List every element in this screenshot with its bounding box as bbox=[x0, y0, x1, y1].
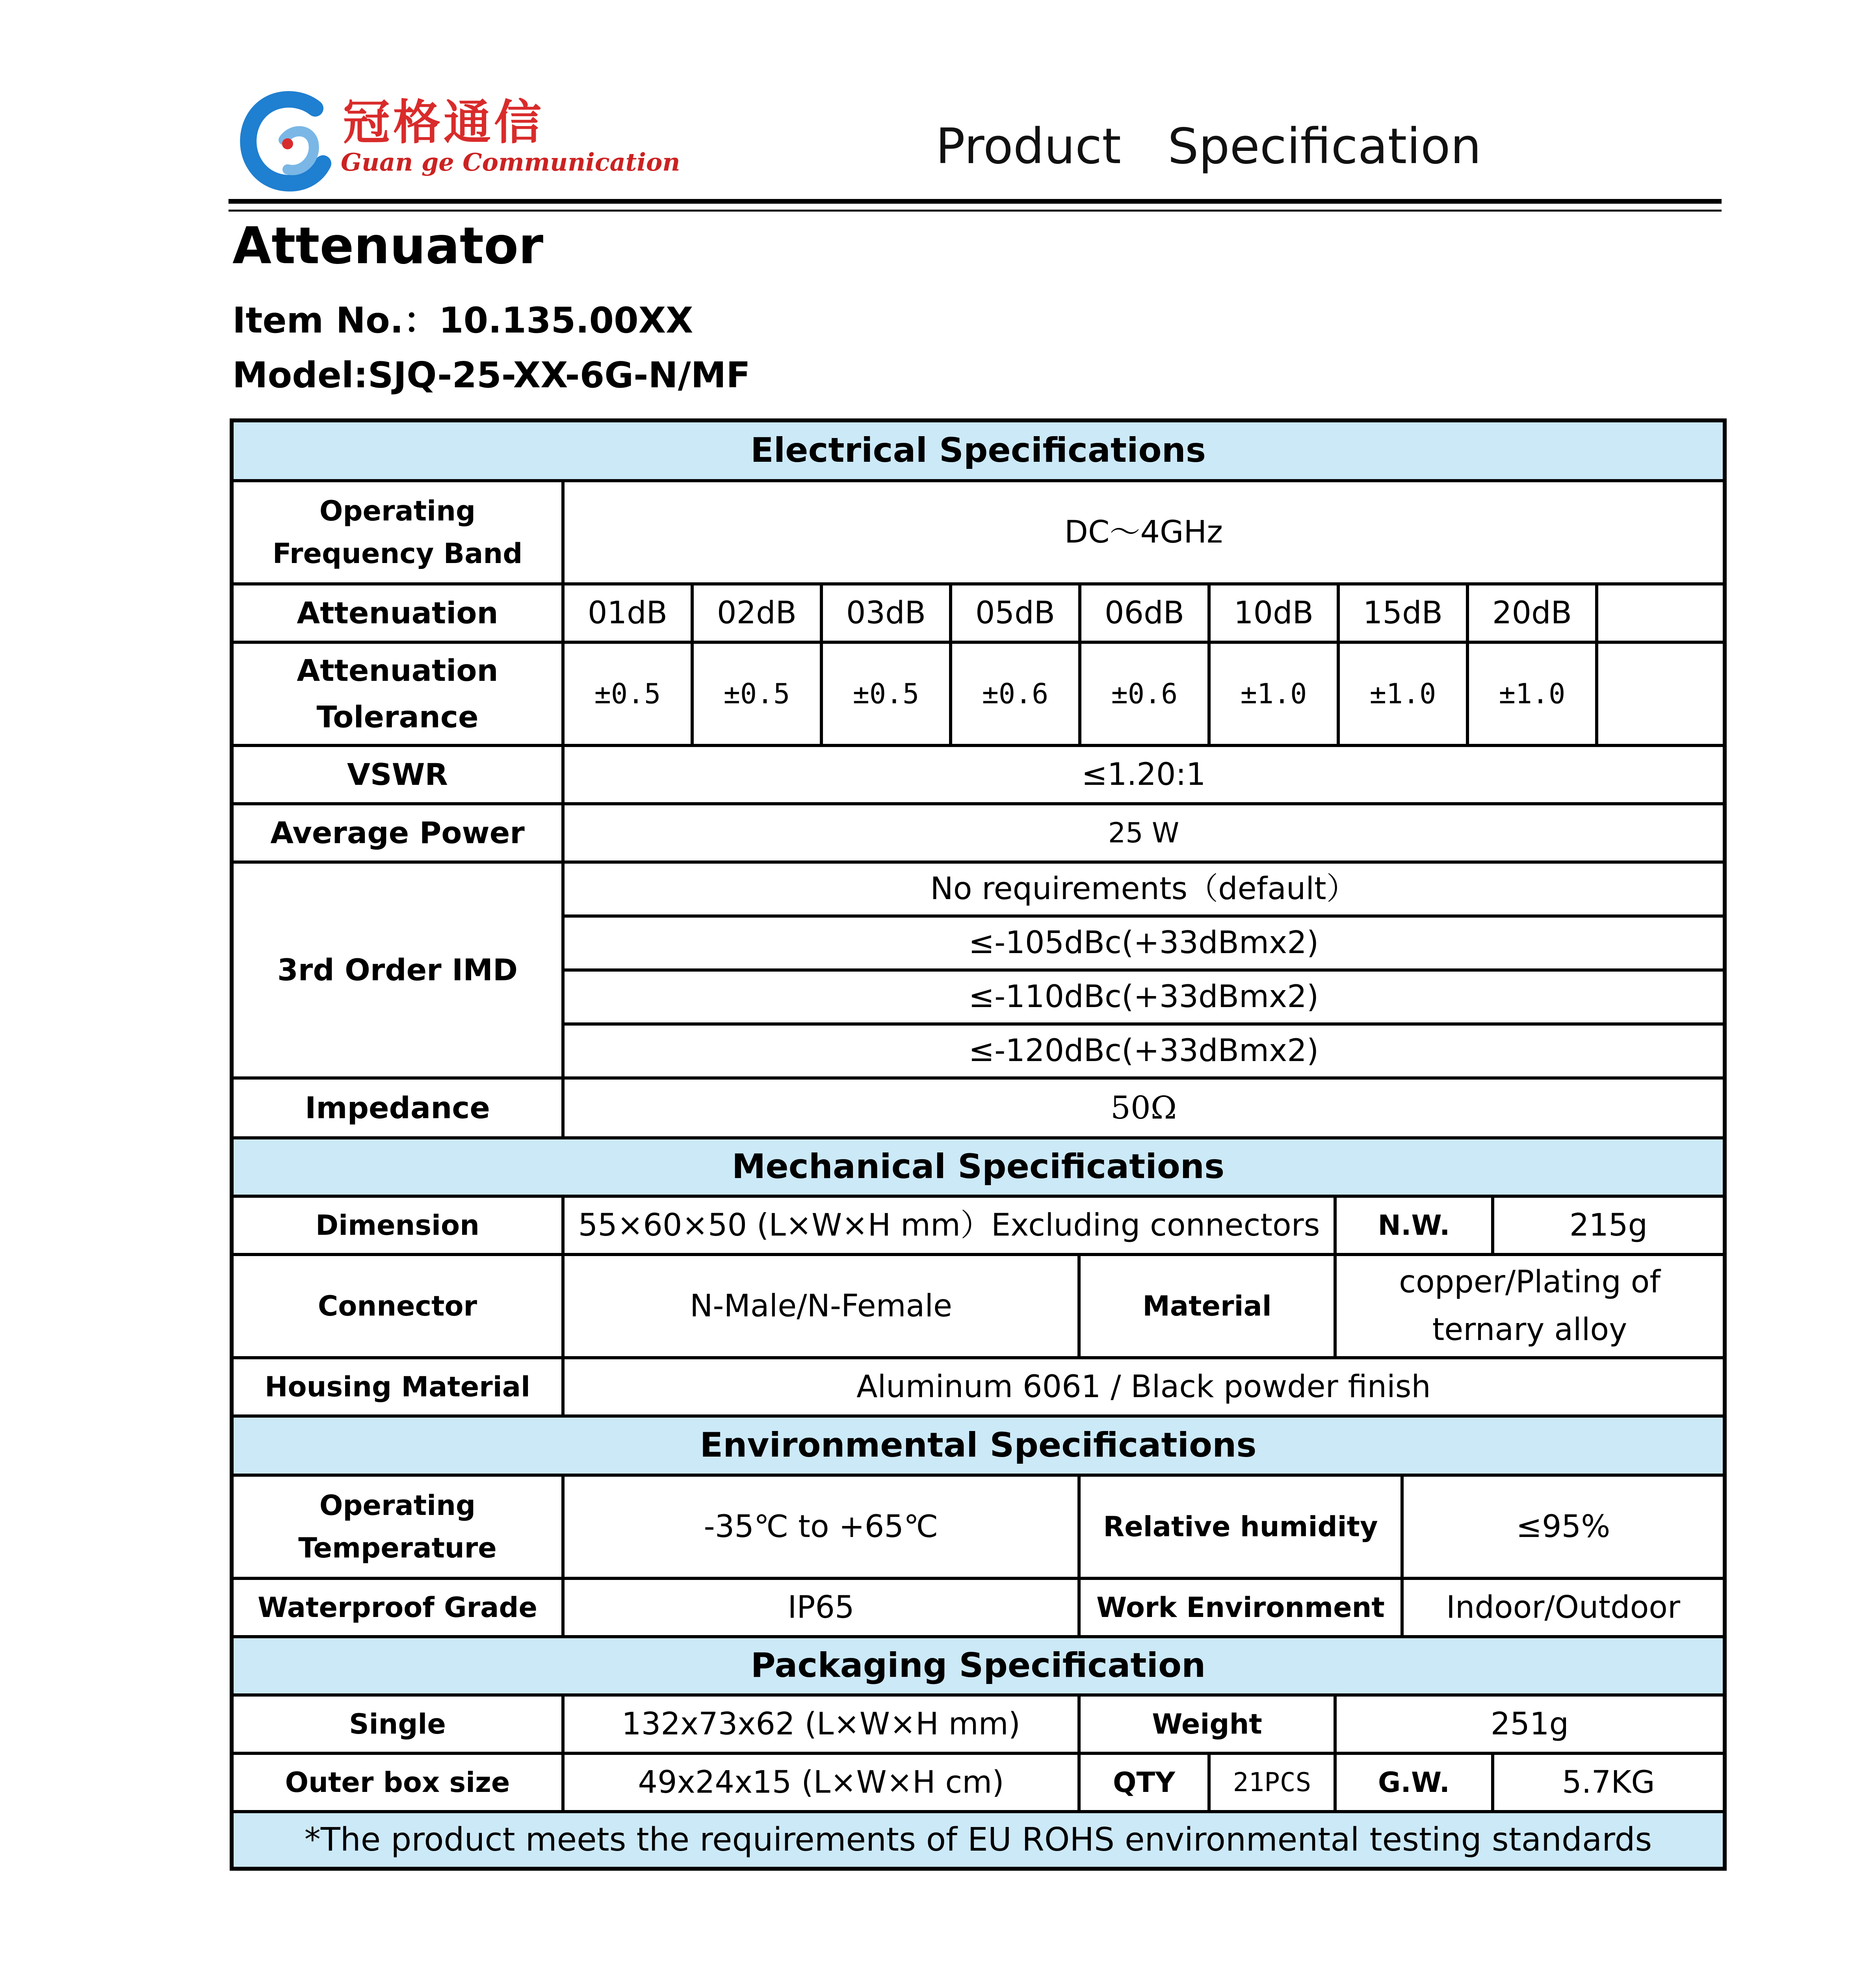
attenuation-value: 05dB bbox=[952, 585, 1081, 641]
logo-chinese-text: 冠格通信 bbox=[343, 95, 544, 150]
header-rule bbox=[228, 199, 1722, 204]
tolerance-value: ±0.5 bbox=[565, 644, 694, 744]
material-value: copper/Plating of ternary alloy bbox=[1399, 1264, 1661, 1347]
vswr-label: VSWR bbox=[234, 747, 565, 802]
material-label: Material bbox=[1081, 1256, 1337, 1356]
outer-box-label: Outer box size bbox=[234, 1755, 565, 1810]
rohs-note-row bbox=[234, 1813, 1723, 1867]
attenuation-value: 10dB bbox=[1211, 585, 1340, 641]
environmental-heading-row bbox=[234, 1418, 1723, 1477]
attenuation-value: 02dB bbox=[694, 585, 823, 641]
attenuation-value: 15dB bbox=[1340, 585, 1469, 641]
weight-value: 251g bbox=[1490, 1706, 1569, 1742]
housing-label: Housing Material bbox=[234, 1359, 565, 1414]
freq-label: Operating Frequency Band bbox=[234, 482, 565, 582]
tolerance-value: ±1.0 bbox=[1469, 644, 1598, 744]
imd-value: ≤-105dBc(+33dBmx2) bbox=[565, 918, 1723, 972]
tolerance-value: ±0.6 bbox=[952, 644, 1081, 744]
power-label: Average Power bbox=[234, 805, 565, 860]
company-logo bbox=[236, 85, 680, 195]
logo-english-text: Guan ge Communication bbox=[341, 148, 680, 177]
vswr-row bbox=[234, 747, 1723, 805]
attenuation-row bbox=[234, 585, 1723, 644]
product-name: Attenuator bbox=[232, 217, 544, 275]
tolerance-value: ±1.0 bbox=[1211, 644, 1340, 744]
attenuation-value: 20dB bbox=[1469, 585, 1598, 641]
section-heading: Environmental Specifications bbox=[700, 1425, 1257, 1465]
dimension-label: Dimension bbox=[234, 1198, 565, 1253]
logo-mark-icon bbox=[236, 85, 343, 195]
humidity-value: ≤95% bbox=[1516, 1509, 1610, 1544]
dimension-value: 55×60×50 (L×W×H mm）Excluding connectors bbox=[565, 1198, 1337, 1253]
single-row bbox=[234, 1697, 1723, 1755]
tolerance-row bbox=[234, 644, 1723, 747]
temperature-value: -35℃ to +65℃ bbox=[565, 1477, 1081, 1577]
single-value: 132x73x62 (L×W×H mm) bbox=[565, 1697, 1081, 1752]
impedance-value: 50Ω bbox=[1110, 1089, 1177, 1126]
tolerance-value: ±0.6 bbox=[1081, 644, 1211, 744]
attenuation-value: 06dB bbox=[1081, 585, 1211, 641]
tolerance-value: ±0.5 bbox=[823, 644, 952, 744]
attenuation-label: Attenuation bbox=[234, 585, 565, 641]
imd-values bbox=[565, 864, 1723, 1076]
imd-value: ≤-110dBc(+33dBmx2) bbox=[565, 972, 1723, 1026]
rohs-note: *The product meets the requirements of EU ROHS environmental testing standards bbox=[304, 1821, 1652, 1859]
power-value: 25 W bbox=[1108, 816, 1179, 849]
housing-row bbox=[234, 1359, 1723, 1418]
connector-value: N-Male/N-Female bbox=[565, 1256, 1081, 1356]
attenuator-front-view-drawing bbox=[276, 1950, 1142, 1970]
spec-table bbox=[230, 418, 1727, 1871]
freq-row bbox=[234, 482, 1723, 585]
section-heading: Electrical Specifications bbox=[750, 431, 1206, 470]
housing-value: Aluminum 6061 / Black powder finish bbox=[856, 1369, 1431, 1405]
imd-row bbox=[234, 864, 1723, 1080]
outer-box-row bbox=[234, 1755, 1723, 1813]
freq-value: DC～4GHz bbox=[1064, 514, 1223, 550]
document-title: Product Specification bbox=[936, 118, 1482, 175]
nw-label: N.W. bbox=[1337, 1198, 1494, 1253]
weight-label: Weight bbox=[1081, 1697, 1337, 1752]
qty-label: QTY bbox=[1081, 1755, 1211, 1810]
temperature-row bbox=[234, 1477, 1723, 1580]
imd-value: ≤-120dBc(+33dBmx2) bbox=[968, 1033, 1319, 1069]
temperature-label: Operating Temperature bbox=[234, 1477, 565, 1577]
work-environment-label: Work Environment bbox=[1081, 1580, 1404, 1635]
packaging-heading-row bbox=[234, 1638, 1723, 1697]
impedance-row bbox=[234, 1080, 1723, 1139]
model-number: Model:SJQ-25-XX-6G-N/MF bbox=[232, 355, 750, 396]
header-rule-thin bbox=[228, 210, 1722, 212]
tolerance-empty-cell bbox=[1598, 644, 1723, 744]
tolerance-label: Attenuation Tolerance bbox=[234, 644, 565, 744]
section-heading: Packaging Specification bbox=[750, 1646, 1206, 1686]
tolerance-value: ±0.5 bbox=[694, 644, 823, 744]
waterproof-row bbox=[234, 1580, 1723, 1638]
section-heading: Mechanical Specifications bbox=[732, 1147, 1225, 1187]
dimension-row bbox=[234, 1198, 1723, 1256]
outer-box-value: 49x24x15 (L×W×H cm) bbox=[565, 1755, 1081, 1810]
nw-value: 215g bbox=[1569, 1207, 1648, 1243]
connector-row bbox=[234, 1256, 1723, 1359]
attenuator-side-view-drawing bbox=[1202, 1950, 1674, 1970]
connector-label: Connector bbox=[234, 1256, 565, 1356]
impedance-label: Impedance bbox=[234, 1080, 565, 1136]
mechanical-heading-row bbox=[234, 1139, 1723, 1198]
single-label: Single bbox=[234, 1697, 565, 1752]
electrical-heading-row bbox=[234, 422, 1723, 482]
waterproof-label: Waterproof Grade bbox=[234, 1580, 565, 1635]
humidity-label: Relative humidity bbox=[1081, 1477, 1404, 1577]
tolerance-value: ±1.0 bbox=[1340, 644, 1469, 744]
qty-value: 21PCS bbox=[1211, 1755, 1337, 1810]
power-row bbox=[234, 805, 1723, 864]
imd-label: 3rd Order IMD bbox=[234, 864, 565, 1076]
waterproof-value: IP65 bbox=[565, 1580, 1081, 1635]
vswr-value: ≤1.20:1 bbox=[1081, 756, 1206, 792]
attenuation-value: 03dB bbox=[823, 585, 952, 641]
gw-label: G.W. bbox=[1337, 1755, 1494, 1810]
imd-value: No requirements（default） bbox=[565, 864, 1723, 918]
gw-value: 5.7KG bbox=[1562, 1764, 1655, 1800]
attenuation-value: 01dB bbox=[565, 585, 694, 641]
work-environment-value: Indoor/Outdoor bbox=[1446, 1589, 1681, 1625]
attenuation-empty-cell bbox=[1598, 585, 1723, 641]
item-number: Item No.：10.135.00XX bbox=[232, 300, 693, 341]
